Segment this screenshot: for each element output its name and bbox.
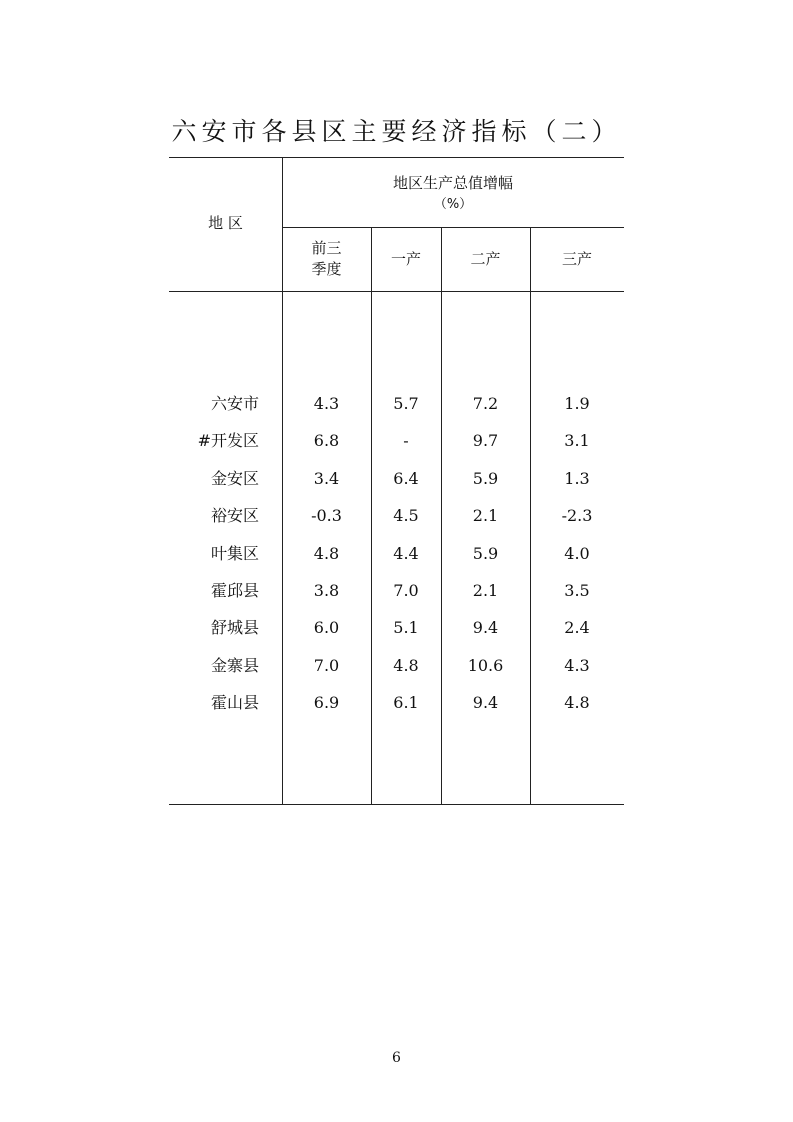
table-cell: 3.8 <box>313 581 340 600</box>
table-cell: 5.7 <box>393 394 419 413</box>
table-cell: 4.4 <box>393 543 419 563</box>
table-cell: 4.8 <box>393 655 419 675</box>
table-cell: 4.3 <box>313 394 340 413</box>
table-cell: - <box>403 431 409 451</box>
table-cell: 3.1 <box>564 431 590 451</box>
table-cell: -2.3 <box>561 506 593 526</box>
table-cell: 3.5 <box>564 581 590 600</box>
table-cell: 7.2 <box>472 394 499 413</box>
column-header-q3 <box>282 238 371 280</box>
table-cell: 4.0 <box>564 543 590 563</box>
column-header-secondary: 二产 <box>470 250 501 268</box>
table-cell: 7.0 <box>393 581 419 600</box>
table-cell: 4.5 <box>393 506 419 526</box>
table-row-region: 舒城县 <box>210 618 259 638</box>
table-cell: 7.0 <box>313 655 340 675</box>
table-cell: 4.3 <box>564 655 590 675</box>
table-row-region: 金寨县 <box>210 655 259 675</box>
economic-indicators-table <box>169 157 624 805</box>
table-cell: -0.3 <box>311 506 342 526</box>
page-title: 六安市各县区主要经济指标（二） <box>171 117 622 146</box>
page-number: 6 <box>392 1050 401 1066</box>
table-row-region: #开发区 <box>197 431 259 451</box>
table-cell: 4.8 <box>564 693 590 713</box>
group-header <box>282 173 624 215</box>
column-header-q3-line1: 前三 <box>311 239 342 257</box>
table-cell: 6.9 <box>313 693 340 713</box>
table-row-region: 裕安区 <box>210 506 259 526</box>
table-cell: 1.3 <box>564 468 590 488</box>
table-cell: 5.9 <box>472 468 499 488</box>
group-header-rule <box>282 227 624 228</box>
group-header-unit: （%） <box>433 197 473 212</box>
table-cell: 5.9 <box>472 543 499 563</box>
table-cell: 6.1 <box>393 693 419 713</box>
table-cell: 6.0 <box>313 618 340 638</box>
table-bottom-rule <box>169 804 624 805</box>
table-cell: 6.8 <box>313 431 340 451</box>
table-top-rule <box>169 157 624 158</box>
table-cell: 4.8 <box>313 543 340 563</box>
column-header-tertiary: 三产 <box>561 250 592 268</box>
table-cell: 5.1 <box>393 618 419 638</box>
header-bottom-rule <box>169 291 624 292</box>
table-row-region: 霍山县 <box>210 693 259 713</box>
table-row-region: 金安区 <box>210 468 259 488</box>
table-cell: 2.1 <box>472 506 499 526</box>
table-row-region: 六安市 <box>210 394 259 413</box>
table-cell: 2.4 <box>564 618 590 638</box>
column-header-primary: 一产 <box>390 250 421 268</box>
table-cell: 3.4 <box>313 468 340 488</box>
table-cell: 1.9 <box>564 394 590 413</box>
region-header: 地 区 <box>208 214 243 232</box>
column-header-q3-line2: 季度 <box>311 260 342 278</box>
group-header-title: 地区生产总值增幅 <box>392 174 513 192</box>
table-cell: 9.7 <box>472 431 499 451</box>
table-cell: 2.1 <box>472 581 499 600</box>
table-row-region: 霍邱县 <box>210 581 259 600</box>
table-cell: 6.4 <box>393 468 419 488</box>
table-cell: 9.4 <box>472 693 499 713</box>
table-cell: 9.4 <box>472 618 499 638</box>
table-cell: 10.6 <box>467 655 504 675</box>
table-row-region: 叶集区 <box>210 543 259 563</box>
